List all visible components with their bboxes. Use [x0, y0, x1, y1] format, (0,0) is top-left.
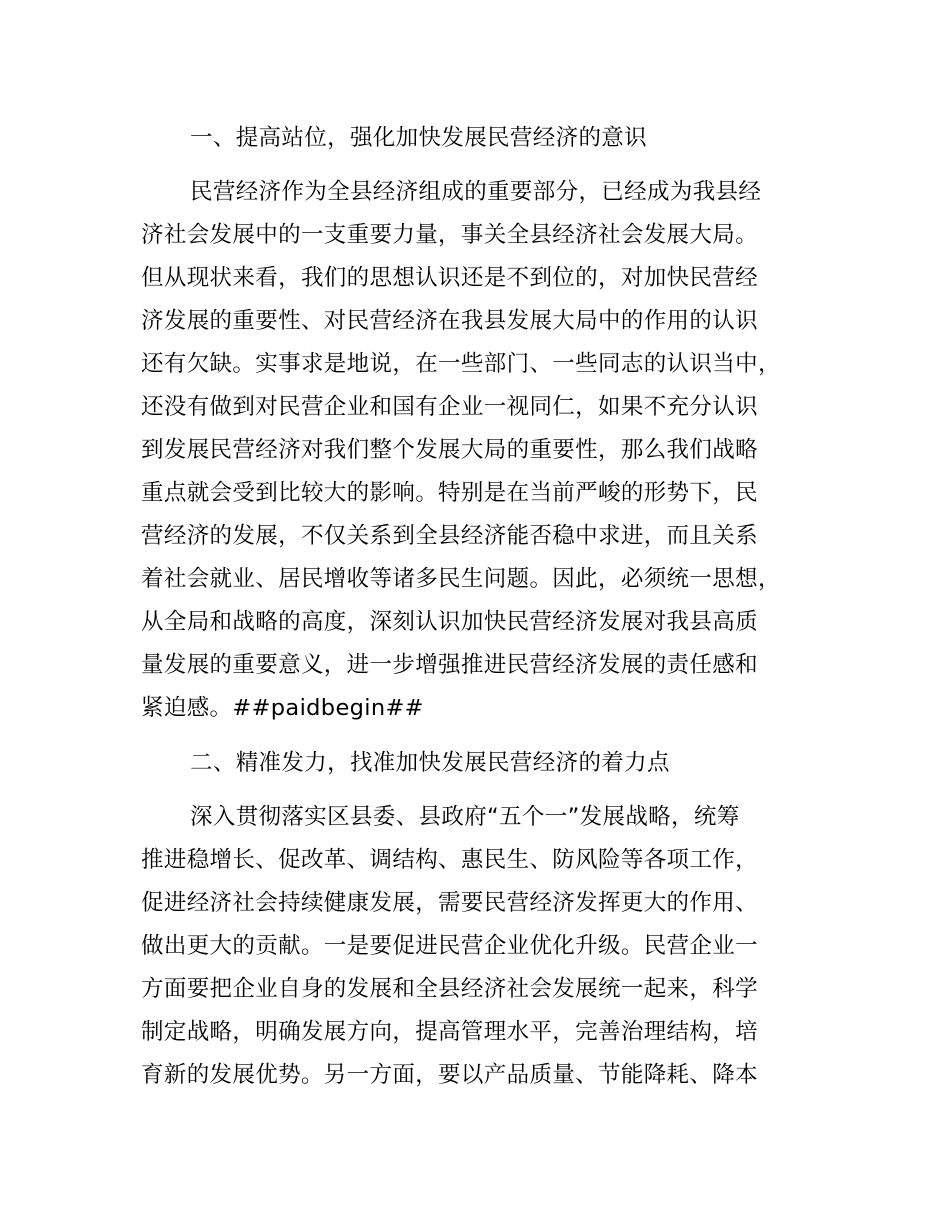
paragraph-line: 着社会就业、居民增收等诸多民生问题。因此，必须统一思想，	[141, 566, 781, 592]
paragraph-line: 还没有做到对民营企业和国有企业一视同仁，如果不充分认识	[141, 394, 758, 420]
paragraph-line: 民营经济作为全县经济组成的重要部分，已经成为我县经	[190, 179, 762, 205]
paragraph-line: 促进经济社会持续健康发展，需要民营经济发挥更大的作用、	[141, 890, 758, 916]
paragraph-line: 推进稳增长、促改革、调结构、惠民生、防风险等各项工作，	[141, 847, 758, 873]
paragraph-line: 育新的发展优势。另一方面，要以产品质量、节能降耗、降本	[141, 1062, 758, 1088]
paragraph-line: 济发展的重要性、对民营经济在我县发展大局中的作用的认识	[141, 308, 758, 334]
section-heading-2: 二、精准发力，找准加快发展民营经济的着力点	[190, 750, 670, 776]
paragraph-line: 做出更大的贡献。一是要促进民营企业优化升级。民营企业一	[141, 933, 758, 959]
paragraph-line: 还有欠缺。实事求是地说，在一些部门、一些同志的认识当中，	[141, 351, 781, 377]
paragraph-line: 但从现状来看，我们的思想认识还是不到位的，对加快民营经	[141, 265, 758, 291]
paragraph-line: 济社会发展中的一支重要力量，事关全县经济社会发展大局。	[141, 222, 758, 248]
paragraph-line: 营经济的发展，不仅关系到全县经济能否稳中求进，而且关系	[141, 523, 758, 549]
paragraph-line: 到发展民营经济对我们整个发展大局的重要性，那么我们战略	[141, 437, 758, 463]
paragraph-line: 制定战略，明确发展方向，提高管理水平，完善治理结构，培	[141, 1019, 758, 1045]
paragraph-line: 重点就会受到比较大的影响。特别是在当前严峻的形势下，民	[141, 480, 758, 506]
section-heading-1: 一、提高站位，强化加快发展民营经济的意识	[190, 125, 648, 151]
paragraph-line: 方面要把企业自身的发展和全县经济社会发展统一起来，科学	[141, 976, 758, 1002]
paragraph-line: 从全局和战略的高度，深刻认识加快民营经济发展对我县高质	[141, 609, 758, 635]
paragraph-line: 紧迫感。##paidbegin##	[141, 695, 424, 721]
paragraph-line: 深入贯彻落实区县委、县政府“五个一”发展战略，统筹	[190, 804, 740, 830]
paragraph-line: 量发展的重要意义，进一步增强推进民营经济发展的责任感和	[141, 652, 758, 678]
